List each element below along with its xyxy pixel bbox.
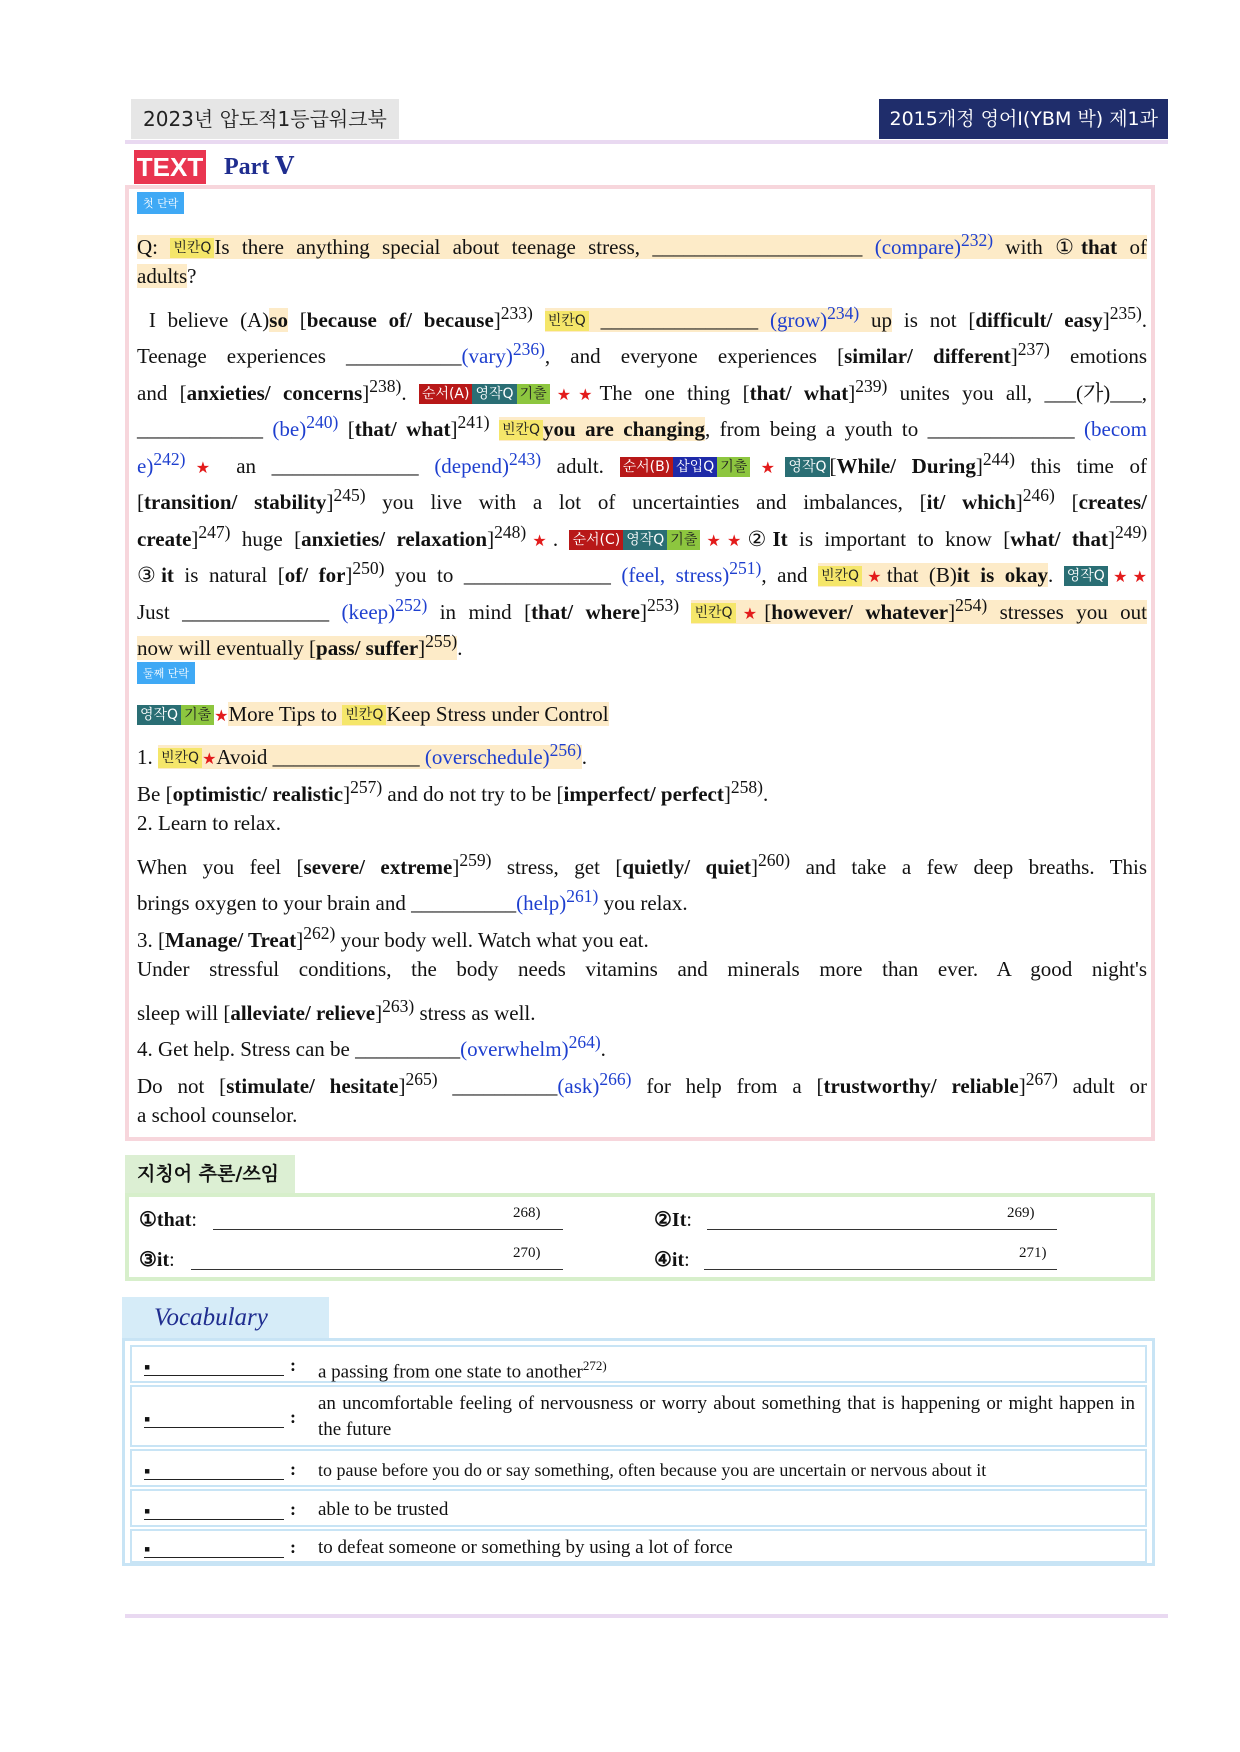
passage-line: and [anxieties/ concerns]$^{238)}$. 순서(A) 영작Q 기출 ★★The one thing [that/ what]$^{239)}$ unites you all, ___(가)___, <box>137 376 1148 405</box>
passage-line: Just ______________ (keep)$^{252)}$ in mind [that/ where]$^{253)}$ 빈칸Q ★[however/ whatever]$^{254)}$ stresses you out <box>137 595 1147 624</box>
passage-line: create]$^{247)}$ huge [anxieties/ relaxation]$^{248)}$★. 순서(C) 영작Q 기출 ★★②It is important to know [what/ that]$^{249)}$ <box>137 522 1148 551</box>
question-number: 271) <box>1019 1245 1047 1261</box>
vocab-answer-blank[interactable]: ▪ <box>144 1357 284 1376</box>
reference-label: ①that: <box>139 1209 197 1231</box>
header-divider <box>125 140 1168 144</box>
vocab-answer-blank[interactable]: ▪ <box>144 1409 284 1428</box>
passage-line: 4. Get help. Stress can be __________(overwhelm)$^{264)}$. <box>137 1032 606 1061</box>
passage-line: sleep will [alleviate/ relieve]$^{263)}$ stress as well. <box>137 996 536 1025</box>
vocab-answer-blank[interactable]: ▪ <box>144 1501 284 1520</box>
vocabulary-title: Vocabulary <box>122 1297 329 1338</box>
vocabulary-box <box>122 1338 1155 1566</box>
passage-line: 3. [Manage/ Treat]$^{262)}$ your body well. Watch what you eat. <box>137 923 649 952</box>
vocab-colon: : <box>290 1499 296 1519</box>
first-paragraph-tag: 첫 단락 <box>137 192 184 214</box>
answer-blank[interactable] <box>191 1269 563 1270</box>
vocab-colon: : <box>290 1355 296 1375</box>
vocab-row <box>130 1489 1147 1527</box>
passage-line: [transition/ stability]$^{245)}$ you live with a lot of uncertainties and imbalances, [it/ which]$^{246)}$ [creates/ <box>137 485 1147 514</box>
vocab-definition: able to be trusted <box>318 1499 449 1520</box>
question-number: 270) <box>513 1245 541 1261</box>
second-paragraph-tag: 둘째 단락 <box>137 662 195 684</box>
question-number: 268) <box>513 1205 541 1221</box>
passage-line: a school counselor. <box>137 1103 298 1127</box>
vocab-colon: : <box>290 1459 296 1479</box>
passage-line: 2. Learn to relax. <box>137 811 282 835</box>
vocab-row <box>130 1345 1147 1383</box>
vocab-row <box>130 1529 1147 1563</box>
reference-label: ④it: <box>654 1249 690 1271</box>
lesson-title: 2015개정 영어Ⅰ(YBM 박) 제1과 <box>879 99 1168 139</box>
question-number: 269) <box>1007 1205 1035 1221</box>
answer-blank[interactable] <box>707 1229 1057 1230</box>
vocab-definition: to defeat someone or something by using a lot of force <box>318 1537 733 1558</box>
passage-line: Teenage experiences ___________(vary)$^{236)}$, and everyone experiences [similar/ different]$^{237)}$ emotions <box>137 339 1147 368</box>
reference-box <box>125 1193 1155 1281</box>
answer-blank[interactable] <box>704 1269 1057 1270</box>
vocab-row <box>130 1385 1147 1447</box>
passage-line: Q: 빈칸Q Is there anything special about teenage stress, ____________________ (compare)$^{232)}$ with ①that of <box>137 230 1147 259</box>
passage-line: When you feel [severe/ extreme]$^{259)}$ stress, get [quietly/ quiet]$^{260)}$ and take a few deep breaths. This <box>137 850 1147 879</box>
workbook-title: 2023년 압도적1등급워크북 <box>131 99 399 139</box>
passage-line: Do not [stimulate/ hesitate]$^{265)}$ __________(ask)$^{266)}$ for help from a [trustworthy/ reliable]$^{267)}$ adult or <box>137 1069 1147 1098</box>
footer-divider <box>125 1614 1168 1618</box>
passage-line: e)$^{242)}$★ an ______________ (depend)$^{243)}$ adult. 순서(B) 삽입Q 기출 ★ 영작Q [While/ During]$^{244)}$ this time of <box>137 449 1147 478</box>
vocab-definition: an uncomfortable feeling of nervousness or worry about something that is happening or might happen in the future <box>318 1393 1135 1440</box>
vocab-definition: a passing from one state to another$^{272)}$ <box>318 1358 607 1383</box>
answer-blank[interactable] <box>213 1229 563 1230</box>
vocab-row <box>130 1449 1147 1487</box>
text-badge: TEXT <box>134 150 206 184</box>
vocab-definition: to pause before you do or say something, often because you are uncertain or nervous about it <box>318 1460 987 1480</box>
passage-line: I believe (A)so [because of/ because]$^{233)}$ 빈칸Q _______________ (grow)$^{234)}$ up is not [difficult/ easy]$^{235)}$. <box>137 303 1148 332</box>
part-label: Part Ⅴ <box>224 154 294 180</box>
passage-line: adults? <box>137 264 197 288</box>
passage-line: now will eventually [pass/ suffer]$^{255)}$. <box>137 631 463 660</box>
vocab-colon: : <box>290 1407 296 1427</box>
vocab-answer-blank[interactable]: ▪ <box>144 1461 284 1480</box>
passage-line: ____________ (be)$^{240)}$ [that/ what]$^{241)}$ 빈칸Q you are changing, from being a youth to ______________ (becom <box>137 412 1148 441</box>
passage-line: Under stressful conditions, the body needs vitamins and minerals more than ever. A good night's <box>137 957 1147 981</box>
reference-label: ③it: <box>139 1249 175 1271</box>
vocab-colon: : <box>290 1537 296 1557</box>
reference-label: ②It: <box>654 1209 692 1231</box>
vocab-answer-blank[interactable]: ▪ <box>144 1539 284 1558</box>
passage-line: 1. 빈칸Q ★Avoid ______________ (overschedule)$^{256)}$. <box>137 740 587 769</box>
passage-line: brings oxygen to your brain and __________(help)$^{261)}$ you relax. <box>137 886 688 915</box>
passage-line: 영작Q 기출 ★More Tips to 빈칸Q Keep Stress under Control <box>137 696 1147 735</box>
passage-line: ③it is natural [of/ for]$^{250)}$ you to ______________ (feel, stress)$^{251)}$, and 빈칸Q ★that (B)it is okay. 영작Q ★★ <box>137 558 1148 587</box>
reference-section-title: 지칭어 추론/쓰임 <box>125 1155 295 1193</box>
passage-line: Be [optimistic/ realistic]$^{257)}$ and do not try to be [imperfect/ perfect]$^{258)}$. <box>137 777 769 806</box>
